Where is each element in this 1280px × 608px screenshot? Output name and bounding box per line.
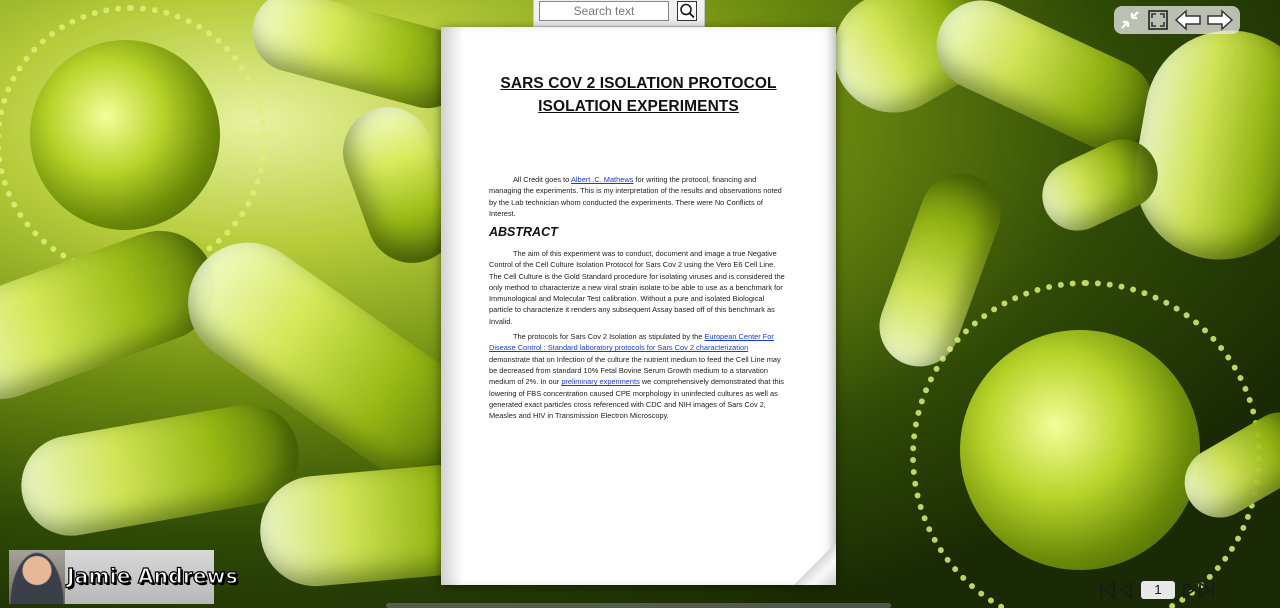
fullscreen-button[interactable]: [1146, 8, 1170, 32]
abstract-paragraph-1: The aim of this experiment was to conduct, document and image a true Negative Control of the Cell Culture Isolation Protocol for Sars Cov 2 using the Vero E6 Cell Line. The Cell Culture is the Gold Standard procedure for isolating viruses and is considered the only method to characterize a new viral strain isolate to be able to use as a benchmark for Immunological and Molecular Test calibration. Without a pure and isolated Biological particle to characterize it renders any subsequent Assay based off of this benchmark as Invalid.: [489, 249, 785, 326]
previous-page-button[interactable]: [1174, 8, 1202, 32]
search-bar: [533, 0, 705, 27]
document-page: [441, 27, 836, 585]
previous-arrow-icon: [1174, 8, 1202, 32]
search-icon: [678, 2, 696, 20]
page-number-field[interactable]: 1: [1140, 580, 1176, 600]
ecdc-protocol-link[interactable]: European Center For Disease Control : Standard laboratory protocols for Sars Cov 2 characterization: [489, 332, 774, 353]
shrink-button[interactable]: [1118, 8, 1142, 32]
document-title-line2: ISOLATION EXPERIMENTS: [538, 98, 739, 115]
document-title-line1: SARS COV 2 ISOLATION PROTOCOL: [500, 75, 777, 92]
avatar: [9, 550, 65, 604]
previous-page-icon: [1117, 580, 1135, 600]
paragraph-2-pre: The protocols for Sars Cov 2 Isolation as stipulated by the: [513, 332, 705, 342]
search-button[interactable]: [677, 1, 697, 21]
paragraph-2-post: we comprehensively demonstrated that this lowering of FBS concentration caused CPE morphology in uninfected cultures as well as generated exact particles cross referenced with CDC and NIH images of Sars Cov 2, Measles and HIV in Transmission Electron Microscopy.: [489, 377, 784, 421]
credit-text-pre: All Credit goes to: [513, 175, 571, 184]
prev-page-button[interactable]: [1117, 580, 1135, 600]
credit-text-post: for writing the protocol, financing and managing the experiments. This is my interpretation of the results and observations noted by the Lab technician whom conducted the experiments. There were No Conflicts of Interest.: [489, 175, 782, 218]
last-page-icon: [1198, 580, 1216, 600]
page-navigator: [1098, 578, 1216, 602]
next-page-button[interactable]: [1206, 8, 1234, 32]
first-page-button[interactable]: [1098, 580, 1116, 600]
next-page-icon: [1180, 580, 1198, 600]
author-name: Jamie Andrews: [67, 564, 238, 588]
viewer-controls: [1114, 6, 1240, 34]
abstract-heading: ABSTRACT: [489, 225, 558, 239]
page-curl-corner[interactable]: [794, 543, 836, 585]
author-credit-link[interactable]: Albert .C. Mathews: [570, 175, 634, 184]
author-badge: [9, 550, 238, 604]
fullscreen-icon: [1146, 8, 1170, 32]
shrink-icon: [1118, 8, 1142, 32]
last-page-button[interactable]: [1198, 580, 1216, 600]
credit-paragraph: [489, 174, 789, 223]
paragraph-2-mid: demonstrate that on Infection of the culture the nutrient medium to feed the Cell Line may be decreased from standard 10% Fetal Bovine Serum Growth medium to a starvation medium of 2%. In our: [489, 354, 781, 387]
next-page-nav-button[interactable]: [1180, 580, 1198, 600]
first-page-icon: [1098, 580, 1116, 600]
search-input[interactable]: [539, 1, 669, 21]
abstract-body: [489, 248, 789, 425]
bottom-scrollbar[interactable]: [386, 603, 891, 608]
next-arrow-icon: [1206, 8, 1234, 32]
preliminary-experiments-link[interactable]: preliminary experiments: [561, 377, 640, 387]
